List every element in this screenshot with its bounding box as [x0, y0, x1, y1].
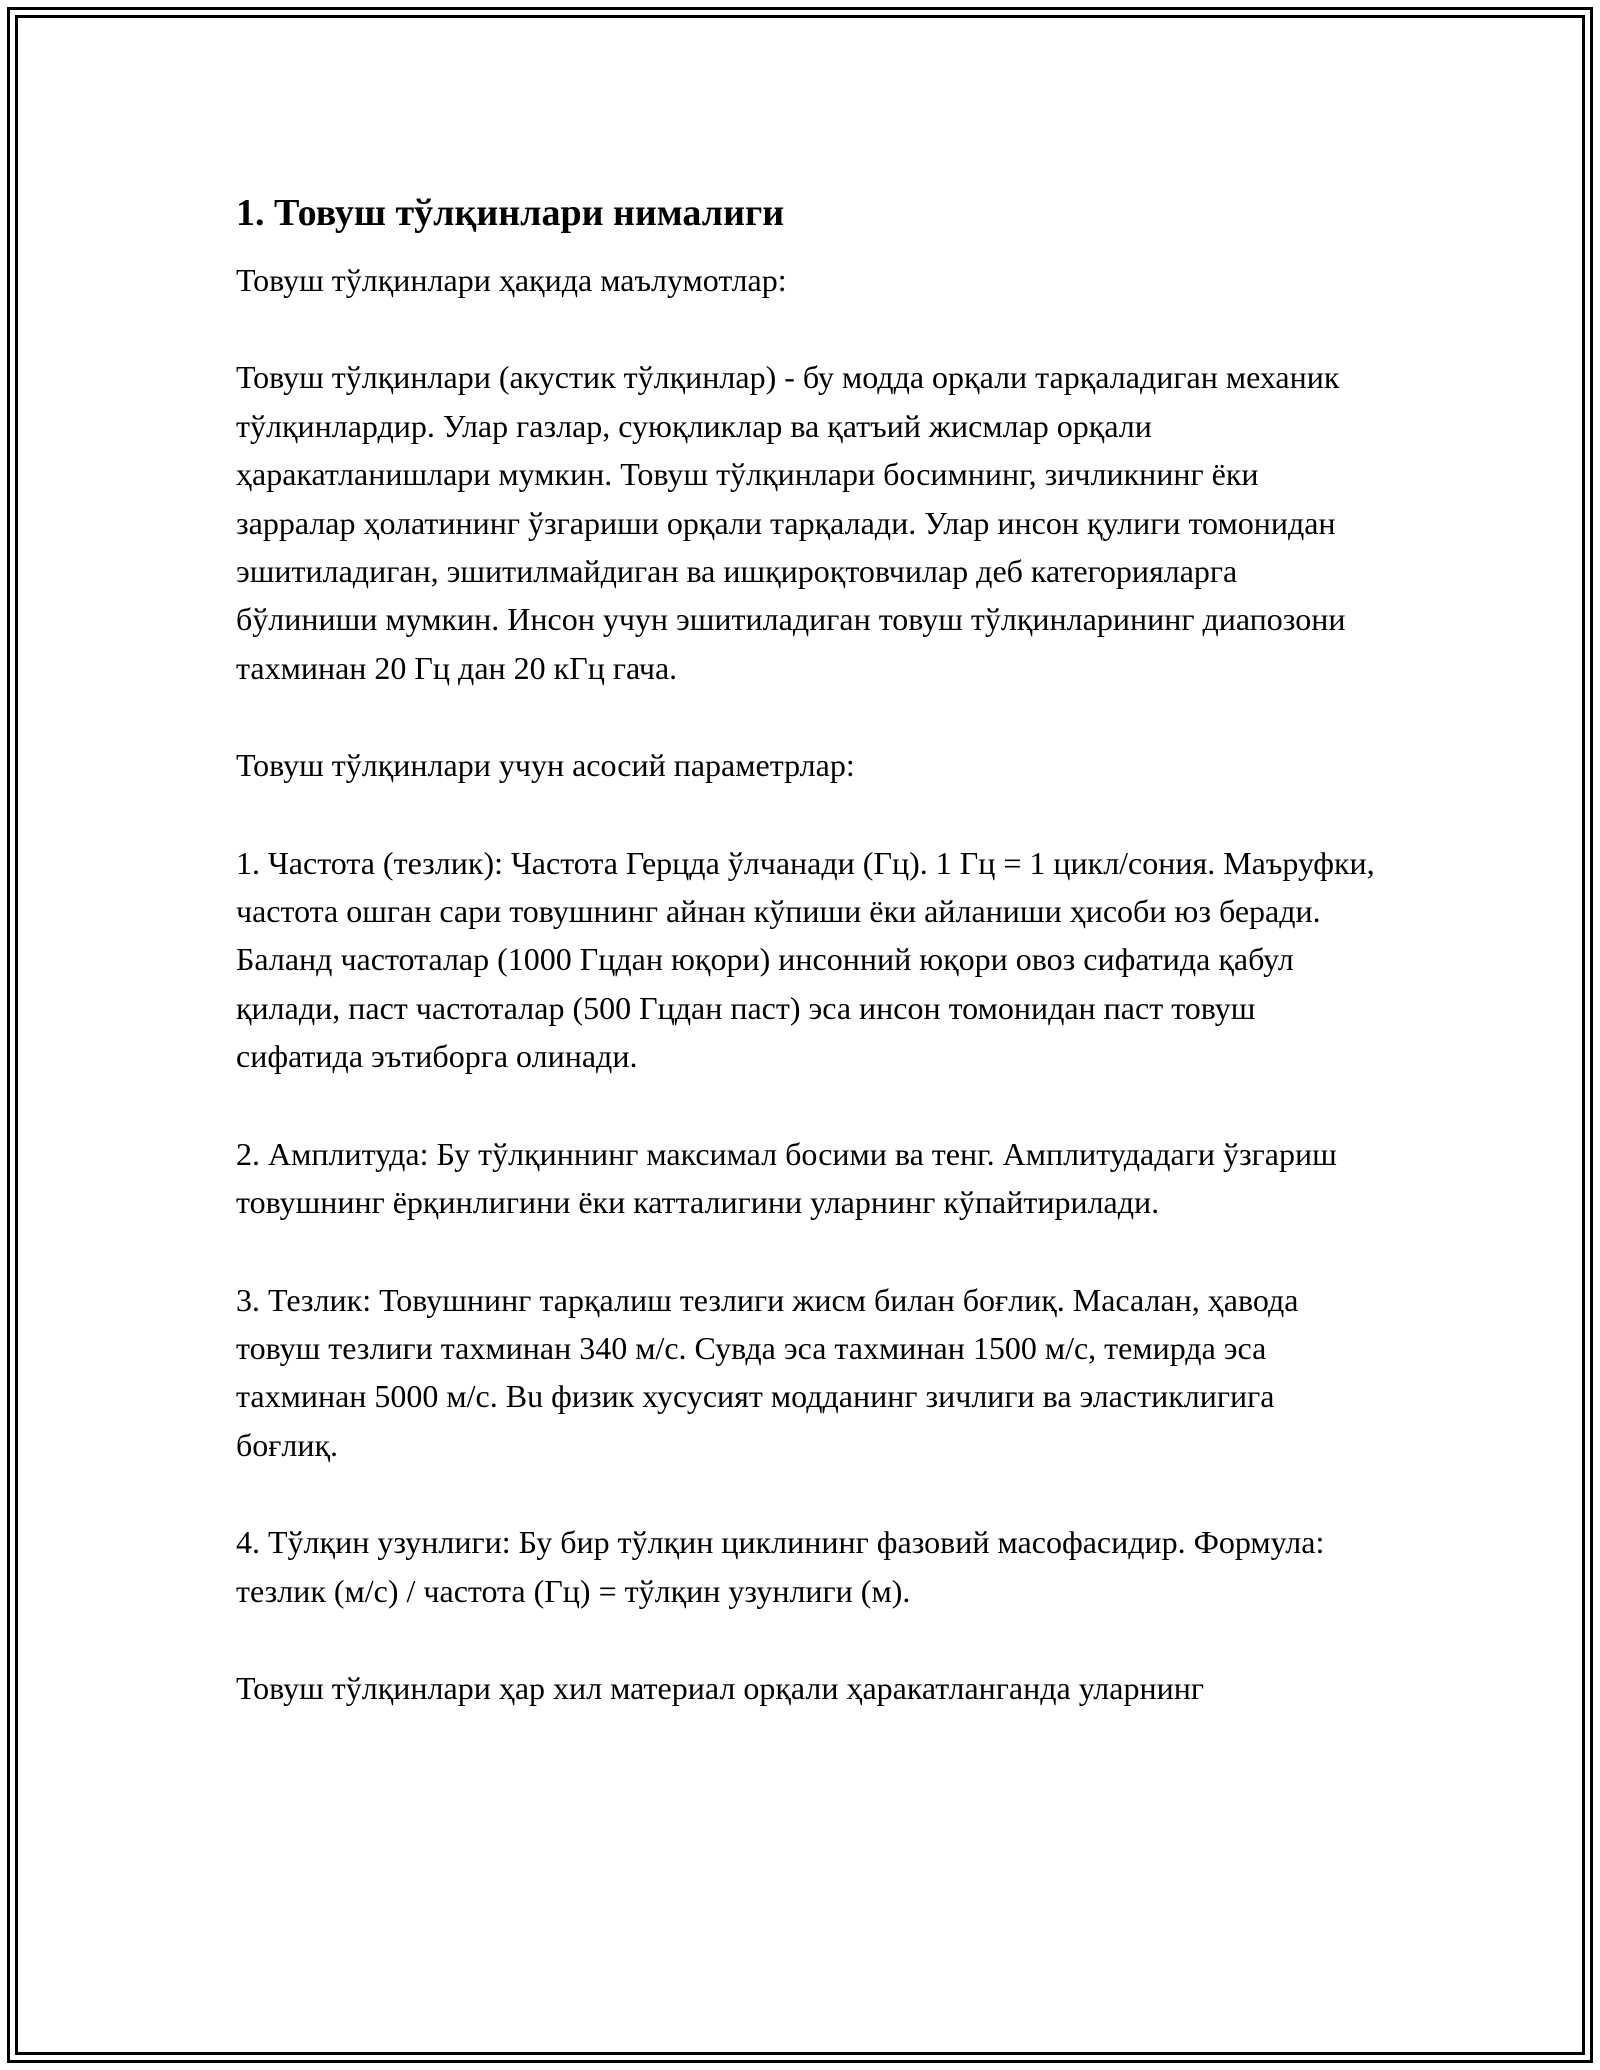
frequency-paragraph: 1. Частота (тезлик): Частота Герцда ўлчанади (Гц). 1 Гц = 1 цикл/сония. Маъруфки, частота ошган сари товушнинг айнан кўпиши ёки айланиши ҳисоби юз беради. Баланд частоталар (1000 Гцдан юқори) инсонний юқори овоз сифатида қабул қилади, паст частоталар (500 Гцдан паст) эса инсон томонидан паст товуш сифатида эътиборга олинади. — [236, 844, 1375, 1075]
document-body — [236, 188, 1376, 1761]
parameters-intro-paragraph: Товуш тўлқинлари учун асосий параметрлар: — [236, 747, 855, 784]
amplitude-paragraph: 2. Амплитуда: Бу тўлқиннинг максимал босими ва тенг. Амплитудадаги ўзгариш товушнинг ёрқинлигини ёки катталигини уларнинг кўпайтирилади. — [236, 1135, 1337, 1221]
closing-paragraph: Товуш тўлқинлари ҳар хил материал орқали ҳаракатланганда уларнинг — [236, 1669, 1204, 1706]
wavelength-paragraph: 4. Тўлқин узунлиги: Бу бир тўлқин циклининг фазовий масофасидир. Формула: тезлик (м/с) / частота (Гц) = тўлқин узунлиги (м). — [236, 1524, 1325, 1609]
speed-paragraph: 3. Тезлик: Товушнинг тарқалиш тезлиги жисм билан боғлиқ. Масалан, ҳавода товуш тезлиги тахминан 340 м/с. Сувда эса тахминан 1500 м/с, темирда эса тахминан 5000 м/с. Вu физик хусусият модданинг зичлиги ва эластиклигига боғлиқ. — [236, 1281, 1299, 1463]
intro-paragraph: Товуш тўлқинлари ҳақида маълумотлар: — [236, 262, 787, 298]
section-heading: 1. Товуш тўлқинлари нималиги — [236, 192, 785, 234]
definition-paragraph: Товуш тўлқинлари (акустик тўлқинлар) - бу модда орқали тарқаладиган механик тўлқинлардир. Улар газлар, суюқликлар ва қатъий жисмлар орқали ҳаракатланишлари мумкин. Товуш тўлқинлари босимнинг, зичликнинг ёки зарралар ҳолатининг ўзгариши орқали тарқалади. Улар инсон қулиги томонидан эшитиладиган, эшитилмайдиган ва ишқироқтовчилар деб категорияларга бўлиниши мумкин. Инсон учун эшитиладиган товуш тўлқинларининг диапозони тахминан 20 Гц дан 20 кГц гача. — [236, 359, 1346, 686]
